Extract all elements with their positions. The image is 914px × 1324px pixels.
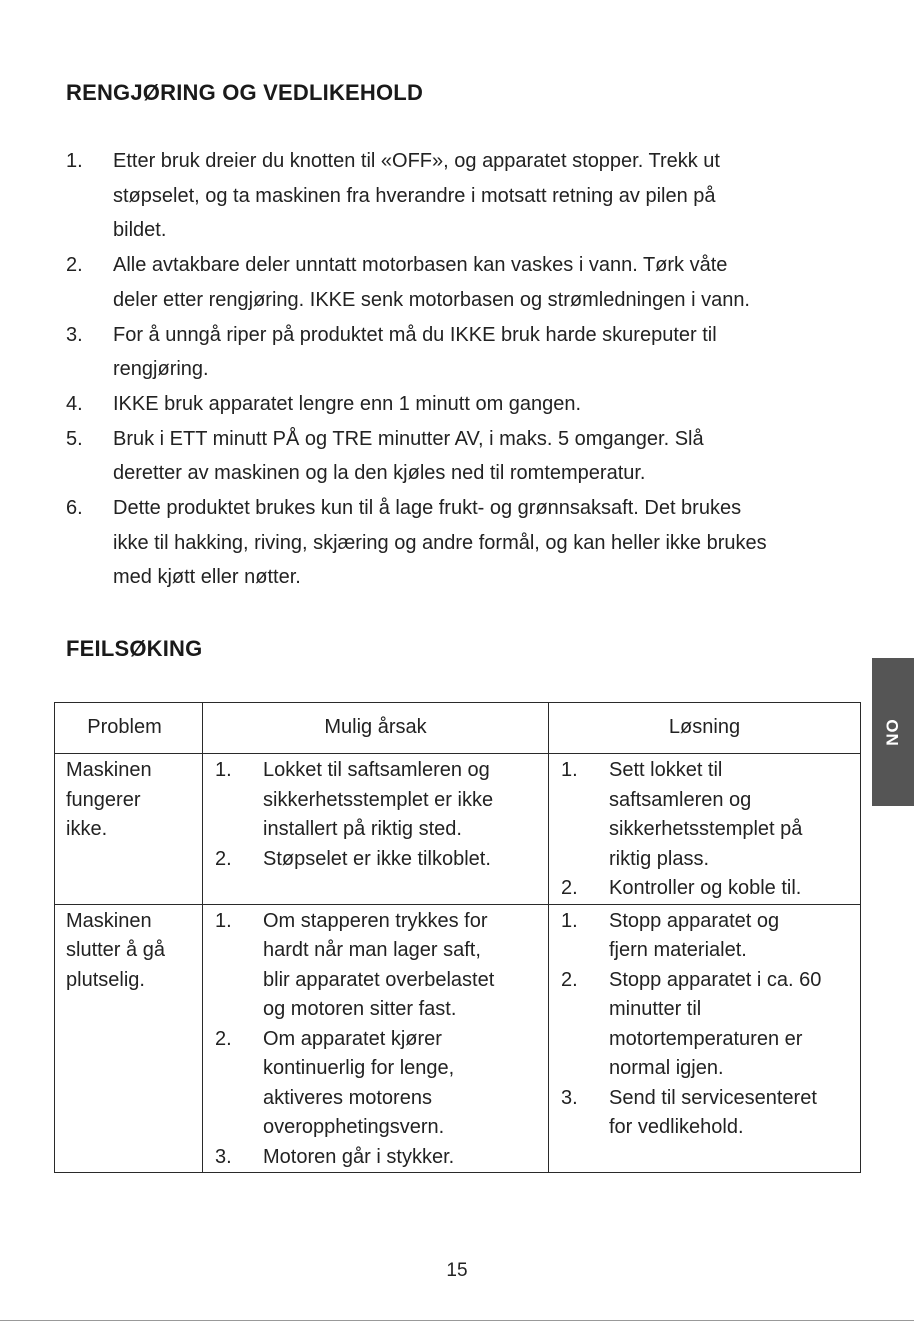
- item-number: 1.: [561, 909, 578, 932]
- step-line: Etter bruk dreier du knotten til «OFF», og apparatet stopper. Trekk ut: [113, 150, 720, 172]
- item-line: normal igjen.: [609, 1057, 724, 1079]
- section-heading-cleaning: RENGJØRING OG VEDLIKEHOLD: [66, 80, 424, 105]
- cause-item: [203, 756, 548, 845]
- solution-cell: [549, 904, 861, 1173]
- problem-cell: [55, 754, 203, 905]
- step-number: 4.: [66, 392, 83, 415]
- cause-list: [203, 907, 548, 1173]
- item-line: Kontroller og koble til.: [609, 877, 802, 899]
- cleaning-step: [66, 422, 856, 491]
- step-number: 1.: [66, 150, 83, 172]
- item-line: kontinuerlig for lenge,: [263, 1057, 455, 1079]
- step-number: 2.: [66, 254, 83, 277]
- item-number: 2.: [215, 847, 232, 870]
- cause-item: [203, 845, 548, 875]
- problem-cell: [55, 904, 203, 1173]
- cause-item: [203, 1025, 548, 1143]
- solution-item: [549, 756, 860, 874]
- item-line: saftsamleren og: [609, 788, 752, 811]
- solution-item: [549, 907, 860, 966]
- item-line: Lokket til saftsamleren og: [263, 759, 490, 781]
- item-line: hardt når man lager saft,: [263, 939, 481, 961]
- cause-list: [203, 756, 548, 874]
- step-line: ikke til hakking, riving, skjæring og andre formål, og kan heller ikke brukes: [113, 531, 767, 554]
- step-number: 3.: [66, 323, 83, 346]
- page-number: 15: [446, 1260, 468, 1281]
- section-heading-troubleshooting: FEILSØKING: [66, 636, 203, 661]
- troubleshooting-table: [54, 702, 861, 1173]
- column-header-problem: Problem: [55, 703, 203, 754]
- problem-line: fungerer: [66, 788, 141, 811]
- cleaning-step: [66, 318, 856, 387]
- solution-item: [549, 966, 860, 1084]
- cleaning-step: [66, 144, 856, 248]
- item-line: installert på riktig sted.: [263, 818, 462, 840]
- cause-item: [203, 907, 548, 1025]
- problem-line: plutselig.: [66, 968, 145, 991]
- cleaning-steps-list: [66, 144, 856, 595]
- solution-item: [549, 874, 860, 904]
- problem-line: slutter å gå: [66, 939, 165, 961]
- item-line: Stopp apparatet og: [609, 909, 780, 932]
- item-number: 1.: [561, 759, 578, 781]
- item-line: Stopp apparatet i ca. 60: [609, 968, 822, 991]
- cause-item: [203, 1143, 548, 1173]
- cleaning-step: [66, 387, 856, 422]
- item-number: 2.: [561, 877, 578, 899]
- item-line: Motoren går i stykker.: [263, 1145, 455, 1168]
- item-number: 3.: [561, 1086, 578, 1109]
- bottom-divider: [0, 1320, 914, 1321]
- cause-cell: [203, 904, 549, 1173]
- item-line: Sett lokket til: [609, 759, 723, 781]
- item-line: fjern materialet.: [609, 939, 747, 961]
- solution-list: [549, 907, 860, 1143]
- problem-line: Maskinen: [66, 759, 152, 781]
- item-line: Støpselet er ikke tilkoblet.: [263, 847, 491, 870]
- step-line: støpselet, og ta maskinen fra hverandre i motsatt retning av pilen på: [113, 184, 716, 207]
- item-number: 2.: [215, 1027, 232, 1050]
- item-line: overopphetingsvern.: [263, 1116, 445, 1138]
- step-line: deler etter rengjøring. IKKE senk motorbasen og strømledningen i vann.: [113, 288, 750, 311]
- table-header-row: [55, 703, 861, 754]
- step-line: bildet.: [113, 219, 167, 242]
- solution-item: [549, 1084, 860, 1143]
- item-number: 1.: [215, 909, 232, 932]
- solution-cell: [549, 754, 861, 905]
- step-line: Bruk i ETT minutt PÅ og TRE minutter AV, i maks. 5 omganger. Slå: [113, 427, 704, 450]
- item-line: Send til servicesenteret: [609, 1086, 817, 1109]
- step-line: For å unngå riper på produktet må du IKKE bruk harde skureputer til: [113, 323, 717, 346]
- solution-list: [549, 756, 860, 904]
- item-line: sikkerhetsstemplet på: [609, 818, 803, 840]
- item-line: Om stapperen trykkes for: [263, 909, 488, 932]
- step-line: Alle avtakbare deler unntatt motorbasen kan vaskes i vann. Tørk våte: [113, 254, 728, 277]
- item-line: riktig plass.: [609, 847, 710, 870]
- language-tab-label: NO: [883, 718, 902, 746]
- item-number: 2.: [561, 968, 578, 991]
- cleaning-step: [66, 248, 856, 317]
- item-line: motortemperaturen er: [609, 1027, 803, 1050]
- cause-cell: [203, 754, 549, 905]
- item-line: minutter til: [609, 998, 702, 1020]
- item-number: 3.: [215, 1145, 232, 1168]
- table-row: [55, 754, 861, 905]
- step-line: IKKE bruk apparatet lengre enn 1 minutt om gangen.: [113, 392, 582, 415]
- step-line: med kjøtt eller nøtter.: [113, 566, 301, 589]
- item-line: blir apparatet overbelastet: [263, 968, 495, 991]
- step-line: Dette produktet brukes kun til å lage frukt- og grønnsaksaft. Det brukes: [113, 497, 742, 520]
- item-number: 1.: [215, 759, 232, 781]
- language-tab: [872, 658, 914, 806]
- problem-line: ikke.: [66, 818, 108, 840]
- step-line: deretter av maskinen og la den kjøles ned til romtemperatur.: [113, 462, 646, 485]
- step-number: 5.: [66, 427, 83, 450]
- item-line: og motoren sitter fast.: [263, 998, 457, 1020]
- column-header-solution: Løsning: [549, 703, 861, 754]
- step-number: 6.: [66, 497, 83, 520]
- item-line: Om apparatet kjører: [263, 1027, 442, 1050]
- item-line: for vedlikehold.: [609, 1116, 744, 1138]
- cleaning-step: [66, 491, 856, 595]
- table-row: [55, 904, 861, 1173]
- item-line: sikkerhetsstemplet er ikke: [263, 788, 494, 811]
- item-line: aktiveres motorens: [263, 1086, 432, 1109]
- step-line: rengjøring.: [113, 358, 209, 381]
- column-header-cause: Mulig årsak: [203, 703, 549, 754]
- problem-line: Maskinen: [66, 909, 152, 932]
